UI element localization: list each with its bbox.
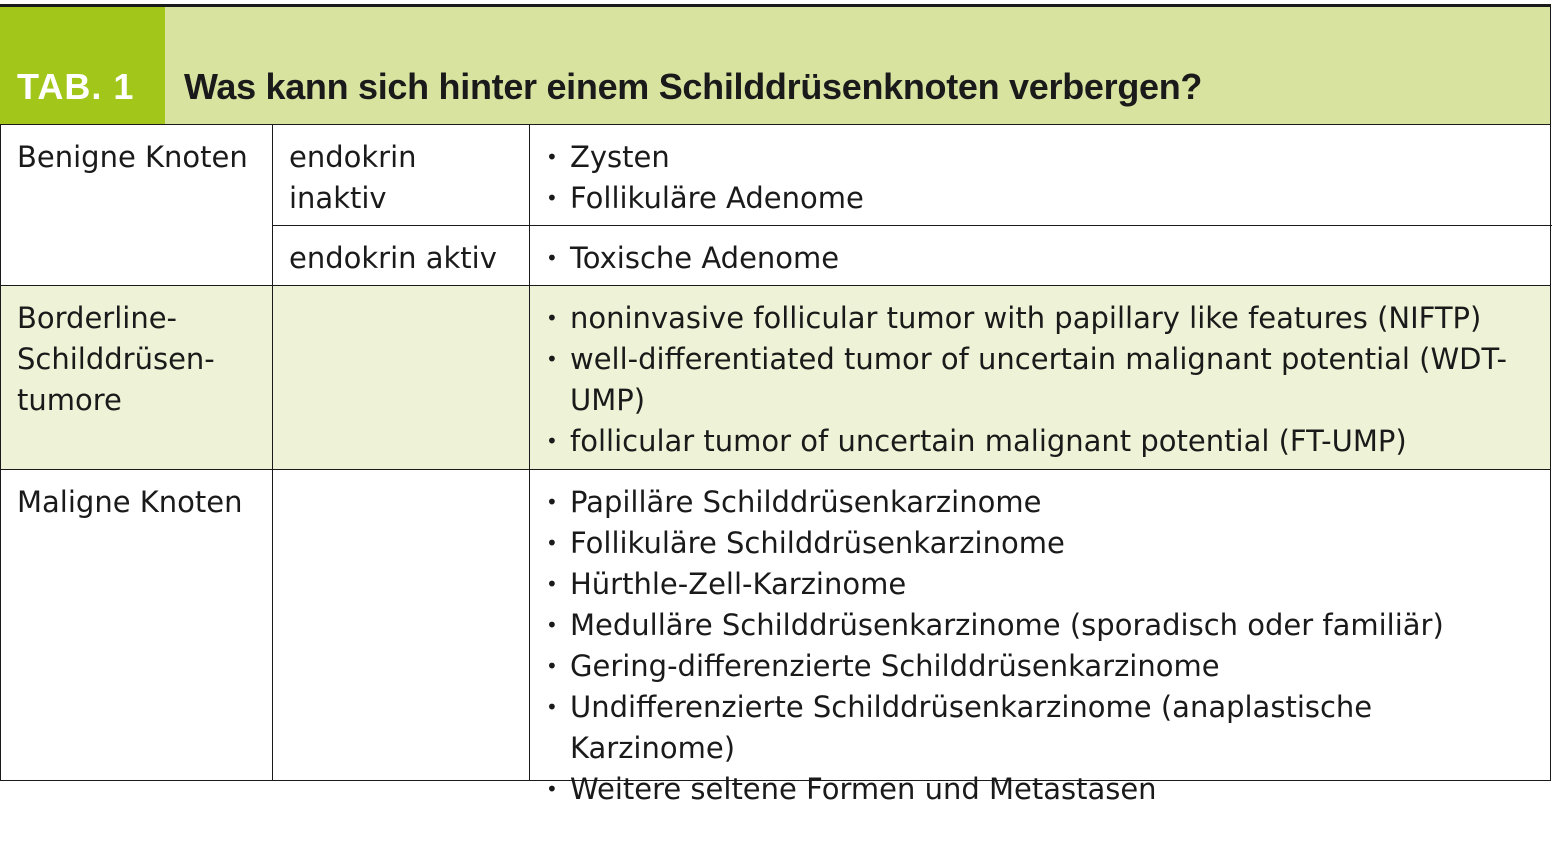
items-active: [529, 226, 1550, 285]
empty-cell: [272, 286, 530, 469]
table-row-borderline: [0, 285, 1551, 469]
list-item: • Zysten: [544, 137, 1530, 178]
subcategory-active: [272, 226, 530, 285]
list-item: • follicular tumor of uncertain malignant potential (FT-UMP): [544, 421, 1530, 462]
table-row-benign: [0, 124, 1551, 285]
subcategory-label: endokrin inaktiv: [289, 140, 417, 215]
subcategory-inactive: [272, 125, 530, 225]
table-title: Was kann sich hinter einem Schilddrüsenknoten verbergen?: [184, 66, 1203, 107]
table-number: TAB. 1: [0, 7, 165, 124]
list-item: • Follikuläre Adenome: [544, 178, 1530, 219]
list-item: • Gering-differenzierte Schilddrüsenkarzinome: [544, 646, 1530, 687]
empty-cell: [272, 470, 530, 780]
subcategory-label: endokrin aktiv: [289, 241, 497, 275]
table-header: [0, 7, 1551, 124]
items-borderline: [529, 286, 1550, 469]
category-label: Maligne Knoten: [17, 485, 243, 519]
list-item: • Follikuläre Schilddrüsenkarzinome: [544, 523, 1530, 564]
list-item: • Papilläre Schilddrüsenkarzinome: [544, 482, 1530, 523]
list-item: • Hürthle-Zell-Karzinome: [544, 564, 1530, 605]
items-inactive: [529, 125, 1550, 225]
list-item: • Undifferenzierte Schilddrüsenkarzinome (anaplastische Karzinome): [544, 687, 1530, 769]
category-label: Benigne Knoten: [17, 140, 248, 174]
category-label-text: Borderline-Schilddrüsen-tumore: [17, 301, 215, 417]
category-label: [1, 286, 272, 469]
list-item: • Medulläre Schilddrüsenkarzinome (sporadisch oder familiär): [544, 605, 1530, 646]
list-item: • well-differentiated tumor of uncertain malignant potential (WDT-UMP): [544, 339, 1530, 421]
list-item: • Weitere seltene Formen und Metastasen: [544, 769, 1530, 810]
items-malignant: [529, 470, 1550, 806]
table-row-malignant: [0, 469, 1551, 806]
table: [0, 4, 1551, 806]
list-item: • Toxische Adenome: [544, 238, 1530, 279]
list-item: • noninvasive follicular tumor with papillary like features (NIFTP): [544, 298, 1530, 339]
